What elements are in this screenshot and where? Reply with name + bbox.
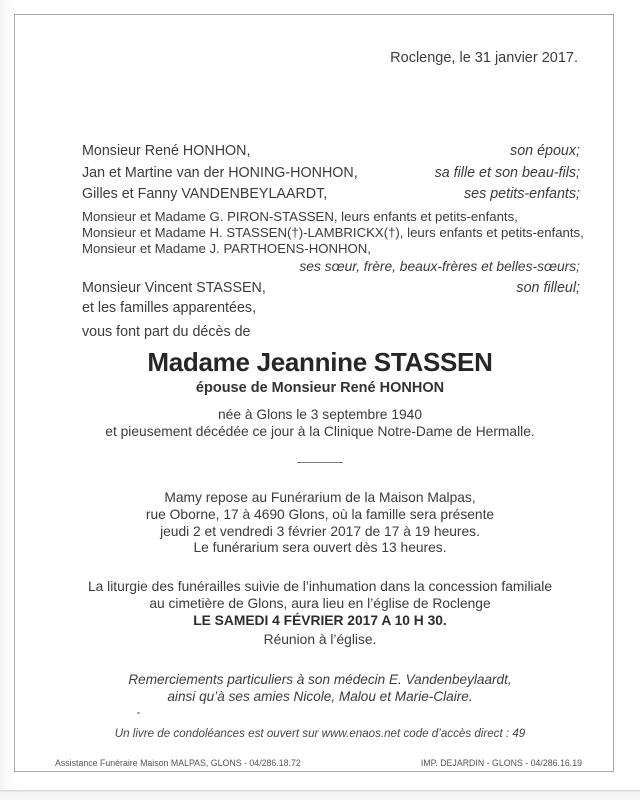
separator-rule <box>297 462 343 463</box>
family-list <box>82 141 584 318</box>
visitation-line: Le funérarium sera ouvert dès 13 heures. <box>193 540 447 556</box>
thanks-line: ainsi qu’à ses amies Nicole, Malou et Marie-Claire. <box>167 688 473 704</box>
funeral-meeting: Réunion à l’église. <box>263 632 377 647</box>
birth-line: née à Glons le 3 septembre 1940 <box>217 407 423 422</box>
family-row <box>82 163 580 185</box>
visitation-line: jeudi 2 et vendredi 3 février 2017 de 17 à 19 heures. <box>160 523 480 539</box>
family-row <box>82 184 580 206</box>
footer-printer: IMP. DEJARDIN - GLONS - 04/286.16.19 <box>420 758 582 768</box>
family-relation: sa fille et son beau-fils; <box>434 164 580 181</box>
condolence-line: Un livre de condoléances est ouvert sur www.enaos.net code d’accès direct : 49 <box>114 727 526 740</box>
footer-funeral-home: Assistance Funéraire Maison MALPAS, GLONS - 04/286.18.72 <box>55 758 301 768</box>
scan-artifact-speck <box>137 712 140 714</box>
family-member-name: Monsieur et Madame H. STASSEN(†)-LAMBRICKX(†), leurs enfants et petits-enfants, <box>82 224 584 240</box>
family-relation: son filleul; <box>516 279 580 296</box>
visitation-block <box>0 490 640 557</box>
family-relation: ses petits-enfants; <box>463 186 580 202</box>
deceased-relation: épouse de Monsieur René HONHON <box>195 380 445 396</box>
family-relation: ses sœur, frère, beaux-frères et belles-sœurs; <box>299 258 580 274</box>
announcement-line: vous font part du décès de <box>82 324 251 340</box>
family-member-name: Monsieur et Madame G. PIRON-STASSEN, leurs enfants et petits-enfants, <box>82 208 518 224</box>
family-member-name: Jan et Martine van der HONING-HONHON, <box>82 164 358 181</box>
funeral-line: La liturgie des funérailles suivie de l’inhumation dans la concession familiale <box>88 579 552 594</box>
funeral-date: LE SAMEDI 4 FÉVRIER 2017 A 10 H 30. <box>193 613 447 628</box>
family-row <box>82 278 580 298</box>
family-row <box>82 209 580 225</box>
funeral-line: au cimetière de Glons, aura lieu en l’église de Roclenge <box>149 596 491 611</box>
family-row <box>82 258 580 275</box>
paper-edge-shadow <box>0 790 640 800</box>
family-member-name: Gilles et Fanny VANDENBEYLAARDT, <box>82 186 328 202</box>
dateline: Roclenge, le 31 janvier 2017. <box>390 50 578 66</box>
family-relation: son époux; <box>510 143 580 159</box>
family-row <box>82 298 580 318</box>
family-row <box>82 241 580 257</box>
deceased-name: Madame Jeannine STASSEN <box>147 347 493 377</box>
family-member-name: Monsieur René HONHON, <box>82 143 251 159</box>
visitation-line: rue Oborne, 17 à 4690 Glons, où la famille sera présente <box>145 506 495 522</box>
family-row <box>82 141 580 163</box>
family-row <box>82 224 584 241</box>
funeral-block <box>0 578 640 648</box>
family-member-name: Monsieur Vincent STASSEN, <box>82 279 266 296</box>
death-line: et pieusement décédée ce jour à la Clinique Notre-Dame de Hermalle. <box>105 424 535 439</box>
visitation-line: Mamy repose au Funérarium de la Maison Malpas, <box>164 490 476 505</box>
thanks-line: Remerciements particuliers à son médecin E. Vandenbeylaardt, <box>128 672 512 687</box>
life-details <box>0 406 640 440</box>
family-member-name: Monsieur et Madame J. PARTHOENS-HONHON, <box>82 241 371 257</box>
thanks-block <box>0 672 640 705</box>
family-member-name: et les familles apparentées, <box>82 299 257 316</box>
page-footer <box>55 758 582 768</box>
